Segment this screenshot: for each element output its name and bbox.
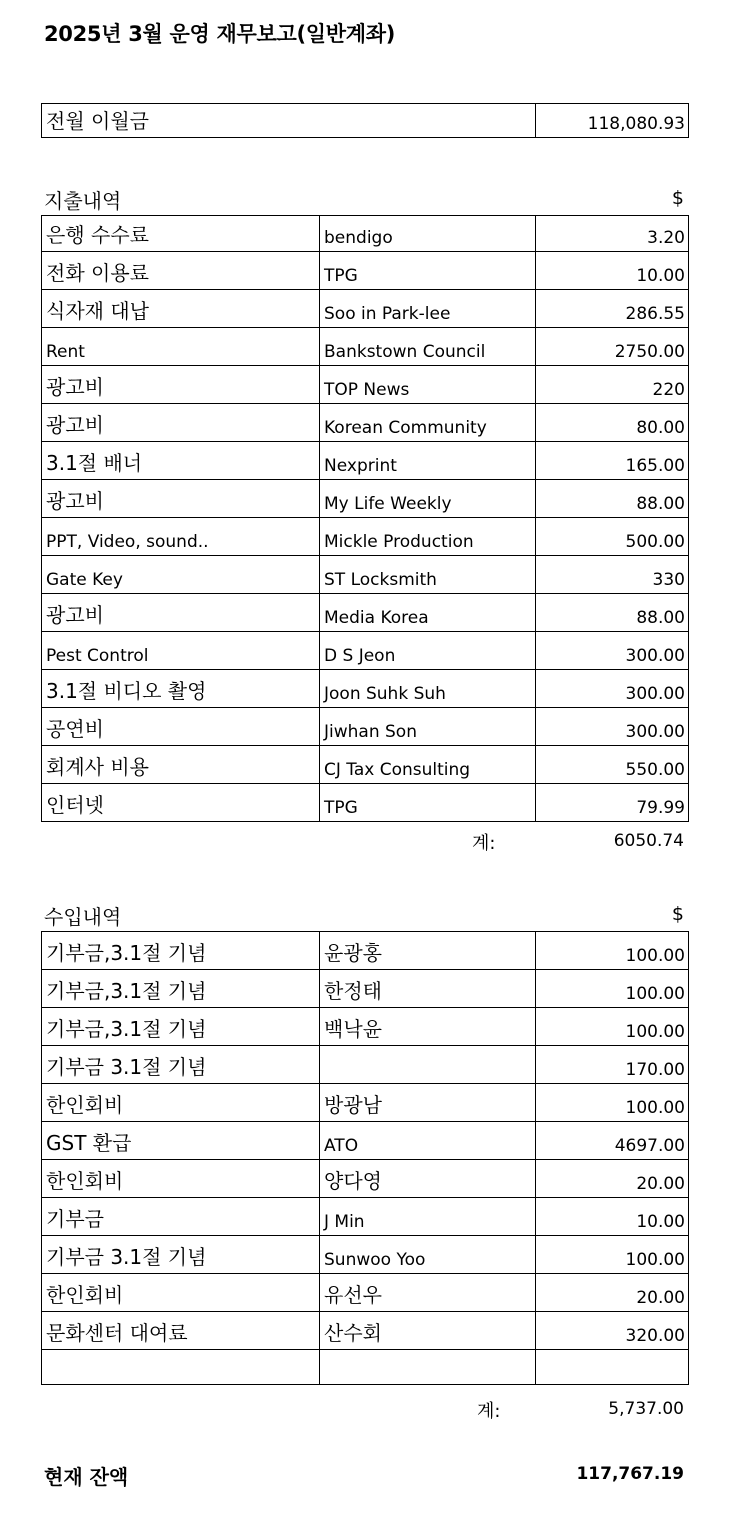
expenses-payee-cell: TOP News — [320, 366, 536, 404]
income-row — [42, 932, 689, 970]
income-payee-cell: 산수회 — [320, 1312, 536, 1350]
expenses-payee-cell: Bankstown Council — [320, 328, 536, 366]
expenses-amount-cell: 10.00 — [536, 252, 689, 290]
income-row — [42, 1046, 689, 1084]
expenses-item-cell: 광고비 — [42, 480, 320, 518]
income-amount-cell: 100.00 — [536, 932, 689, 970]
expenses-row — [42, 746, 689, 784]
expenses-item-cell: 3.1절 배너 — [42, 442, 320, 480]
income-item-cell — [42, 1350, 320, 1385]
income-payee-cell — [320, 1046, 536, 1084]
carryover-table — [41, 103, 689, 138]
expenses-payee-cell: Mickle Production — [320, 518, 536, 556]
expenses-item-cell: 광고비 — [42, 594, 320, 632]
expenses-amount-cell: 286.55 — [536, 290, 689, 328]
carryover-row — [42, 104, 689, 138]
expenses-currency: $ — [671, 187, 684, 209]
income-amount-cell: 20.00 — [536, 1274, 689, 1312]
income-row — [42, 1350, 689, 1385]
expenses-payee-cell: Korean Community — [320, 404, 536, 442]
expenses-row — [42, 670, 689, 708]
expenses-item-cell: 3.1절 비디오 촬영 — [42, 670, 320, 708]
income-item-cell: 기부금 3.1절 기념 — [42, 1046, 320, 1084]
expenses-amount-cell: 80.00 — [536, 404, 689, 442]
expenses-item-cell: 광고비 — [42, 366, 320, 404]
income-total-label: 계: — [477, 1401, 501, 1422]
income-row — [42, 1160, 689, 1198]
expenses-row — [42, 708, 689, 746]
income-item-cell: 한인회비 — [42, 1160, 320, 1198]
income-item-cell: 기부금,3.1절 기념 — [42, 1008, 320, 1046]
expenses-amount-cell: 300.00 — [536, 708, 689, 746]
income-item-cell: 기부금,3.1절 기념 — [42, 932, 320, 970]
carryover-value: 118,080.93 — [536, 104, 689, 138]
expenses-row — [42, 784, 689, 822]
income-payee-cell: 백낙윤 — [320, 1008, 536, 1046]
income-amount-cell: 100.00 — [536, 970, 689, 1008]
expenses-heading-row — [44, 185, 688, 214]
expenses-row — [42, 556, 689, 594]
income-payee-cell — [320, 1350, 536, 1385]
balance-label: 현재 잔액 — [44, 1465, 129, 1489]
income-amount-cell: 10.00 — [536, 1198, 689, 1236]
expenses-row — [42, 480, 689, 518]
expenses-item-cell: 은행 수수료 — [42, 216, 320, 252]
expenses-amount-cell: 79.99 — [536, 784, 689, 822]
income-payee-cell: 윤광홍 — [320, 932, 536, 970]
income-heading: 수입내역 — [44, 905, 122, 929]
expenses-amount-cell: 300.00 — [536, 670, 689, 708]
income-amount-cell: 100.00 — [536, 1236, 689, 1274]
expenses-item-cell: 광고비 — [42, 404, 320, 442]
expenses-row — [42, 632, 689, 670]
expenses-row — [42, 594, 689, 632]
income-amount-cell: 320.00 — [536, 1312, 689, 1350]
expenses-item-cell: 회계사 비용 — [42, 746, 320, 784]
income-amount-cell: 100.00 — [536, 1008, 689, 1046]
expenses-payee-cell: Media Korea — [320, 594, 536, 632]
expenses-item-cell: 식자재 대납 — [42, 290, 320, 328]
expenses-row — [42, 442, 689, 480]
income-payee-cell: Sunwoo Yoo — [320, 1236, 536, 1274]
expenses-payee-cell: Soo in Park-lee — [320, 290, 536, 328]
income-row — [42, 1236, 689, 1274]
expenses-heading: 지출내역 — [44, 189, 122, 213]
balance-value: 117,767.19 — [576, 1464, 684, 1484]
income-payee-cell: J Min — [320, 1198, 536, 1236]
expenses-payee-cell: D S Jeon — [320, 632, 536, 670]
expenses-amount-cell: 88.00 — [536, 480, 689, 518]
income-amount-cell: 100.00 — [536, 1084, 689, 1122]
income-row — [42, 1008, 689, 1046]
income-item-cell: 기부금 — [42, 1198, 320, 1236]
income-item-cell: 한인회비 — [42, 1084, 320, 1122]
report-title: 2025년 3월 운영 재무보고(일반계좌) — [44, 22, 396, 46]
expenses-amount-cell: 300.00 — [536, 632, 689, 670]
income-item-cell: 한인회비 — [42, 1274, 320, 1312]
income-row — [42, 1274, 689, 1312]
expenses-payee-cell: TPG — [320, 784, 536, 822]
expenses-payee-cell: CJ Tax Consulting — [320, 746, 536, 784]
expenses-payee-cell: ST Locksmith — [320, 556, 536, 594]
expenses-item-cell: PPT, Video, sound.. — [42, 518, 320, 556]
expenses-amount-cell: 165.00 — [536, 442, 689, 480]
expenses-payee-cell: bendigo — [320, 216, 536, 252]
income-payee-cell: 유선우 — [320, 1274, 536, 1312]
expenses-payee-cell: Joon Suhk Suh — [320, 670, 536, 708]
expenses-row — [42, 518, 689, 556]
income-row — [42, 1312, 689, 1350]
expenses-payee-cell: TPG — [320, 252, 536, 290]
expenses-amount-cell: 3.20 — [536, 216, 689, 252]
expenses-amount-cell: 2750.00 — [536, 328, 689, 366]
expenses-item-cell: Rent — [42, 328, 320, 366]
expenses-payee-cell: My Life Weekly — [320, 480, 536, 518]
income-payee-cell: ATO — [320, 1122, 536, 1160]
income-row — [42, 970, 689, 1008]
income-row — [42, 1122, 689, 1160]
expenses-row — [42, 252, 689, 290]
expenses-item-cell: 전화 이용료 — [42, 252, 320, 290]
expenses-item-cell: Gate Key — [42, 556, 320, 594]
income-item-cell: 문화센터 대여료 — [42, 1312, 320, 1350]
expenses-row — [42, 290, 689, 328]
expenses-item-cell: 공연비 — [42, 708, 320, 746]
expenses-amount-cell: 88.00 — [536, 594, 689, 632]
expenses-row — [42, 216, 689, 252]
income-payee-cell: 양다영 — [320, 1160, 536, 1198]
expenses-amount-cell: 500.00 — [536, 518, 689, 556]
income-payee-cell: 방광남 — [320, 1084, 536, 1122]
expenses-row — [42, 366, 689, 404]
expenses-row — [42, 404, 689, 442]
expenses-table — [41, 215, 689, 822]
carryover-label: 전월 이월금 — [42, 104, 536, 138]
income-item-cell: 기부금 3.1절 기념 — [42, 1236, 320, 1274]
expenses-row — [42, 328, 689, 366]
income-heading-row — [44, 901, 688, 930]
expenses-payee-cell: Nexprint — [320, 442, 536, 480]
expenses-amount-cell: 330 — [536, 556, 689, 594]
expenses-amount-cell: 220 — [536, 366, 689, 404]
expenses-item-cell: Pest Control — [42, 632, 320, 670]
income-item-cell: 기부금,3.1절 기념 — [42, 970, 320, 1008]
income-row — [42, 1084, 689, 1122]
income-payee-cell: 한정태 — [320, 970, 536, 1008]
income-currency: $ — [671, 903, 684, 925]
expenses-payee-cell: Jiwhan Son — [320, 708, 536, 746]
income-amount-cell: 4697.00 — [536, 1122, 689, 1160]
expenses-total-label: 계: — [472, 833, 496, 854]
income-amount-cell — [536, 1350, 689, 1385]
income-item-cell: GST 환급 — [42, 1122, 320, 1160]
income-table — [41, 931, 689, 1385]
expenses-amount-cell: 550.00 — [536, 746, 689, 784]
income-row — [42, 1198, 689, 1236]
expenses-item-cell: 인터넷 — [42, 784, 320, 822]
income-total-value: 5,737.00 — [608, 1399, 684, 1419]
income-amount-cell: 20.00 — [536, 1160, 689, 1198]
income-amount-cell: 170.00 — [536, 1046, 689, 1084]
expenses-total-value: 6050.74 — [613, 831, 684, 851]
